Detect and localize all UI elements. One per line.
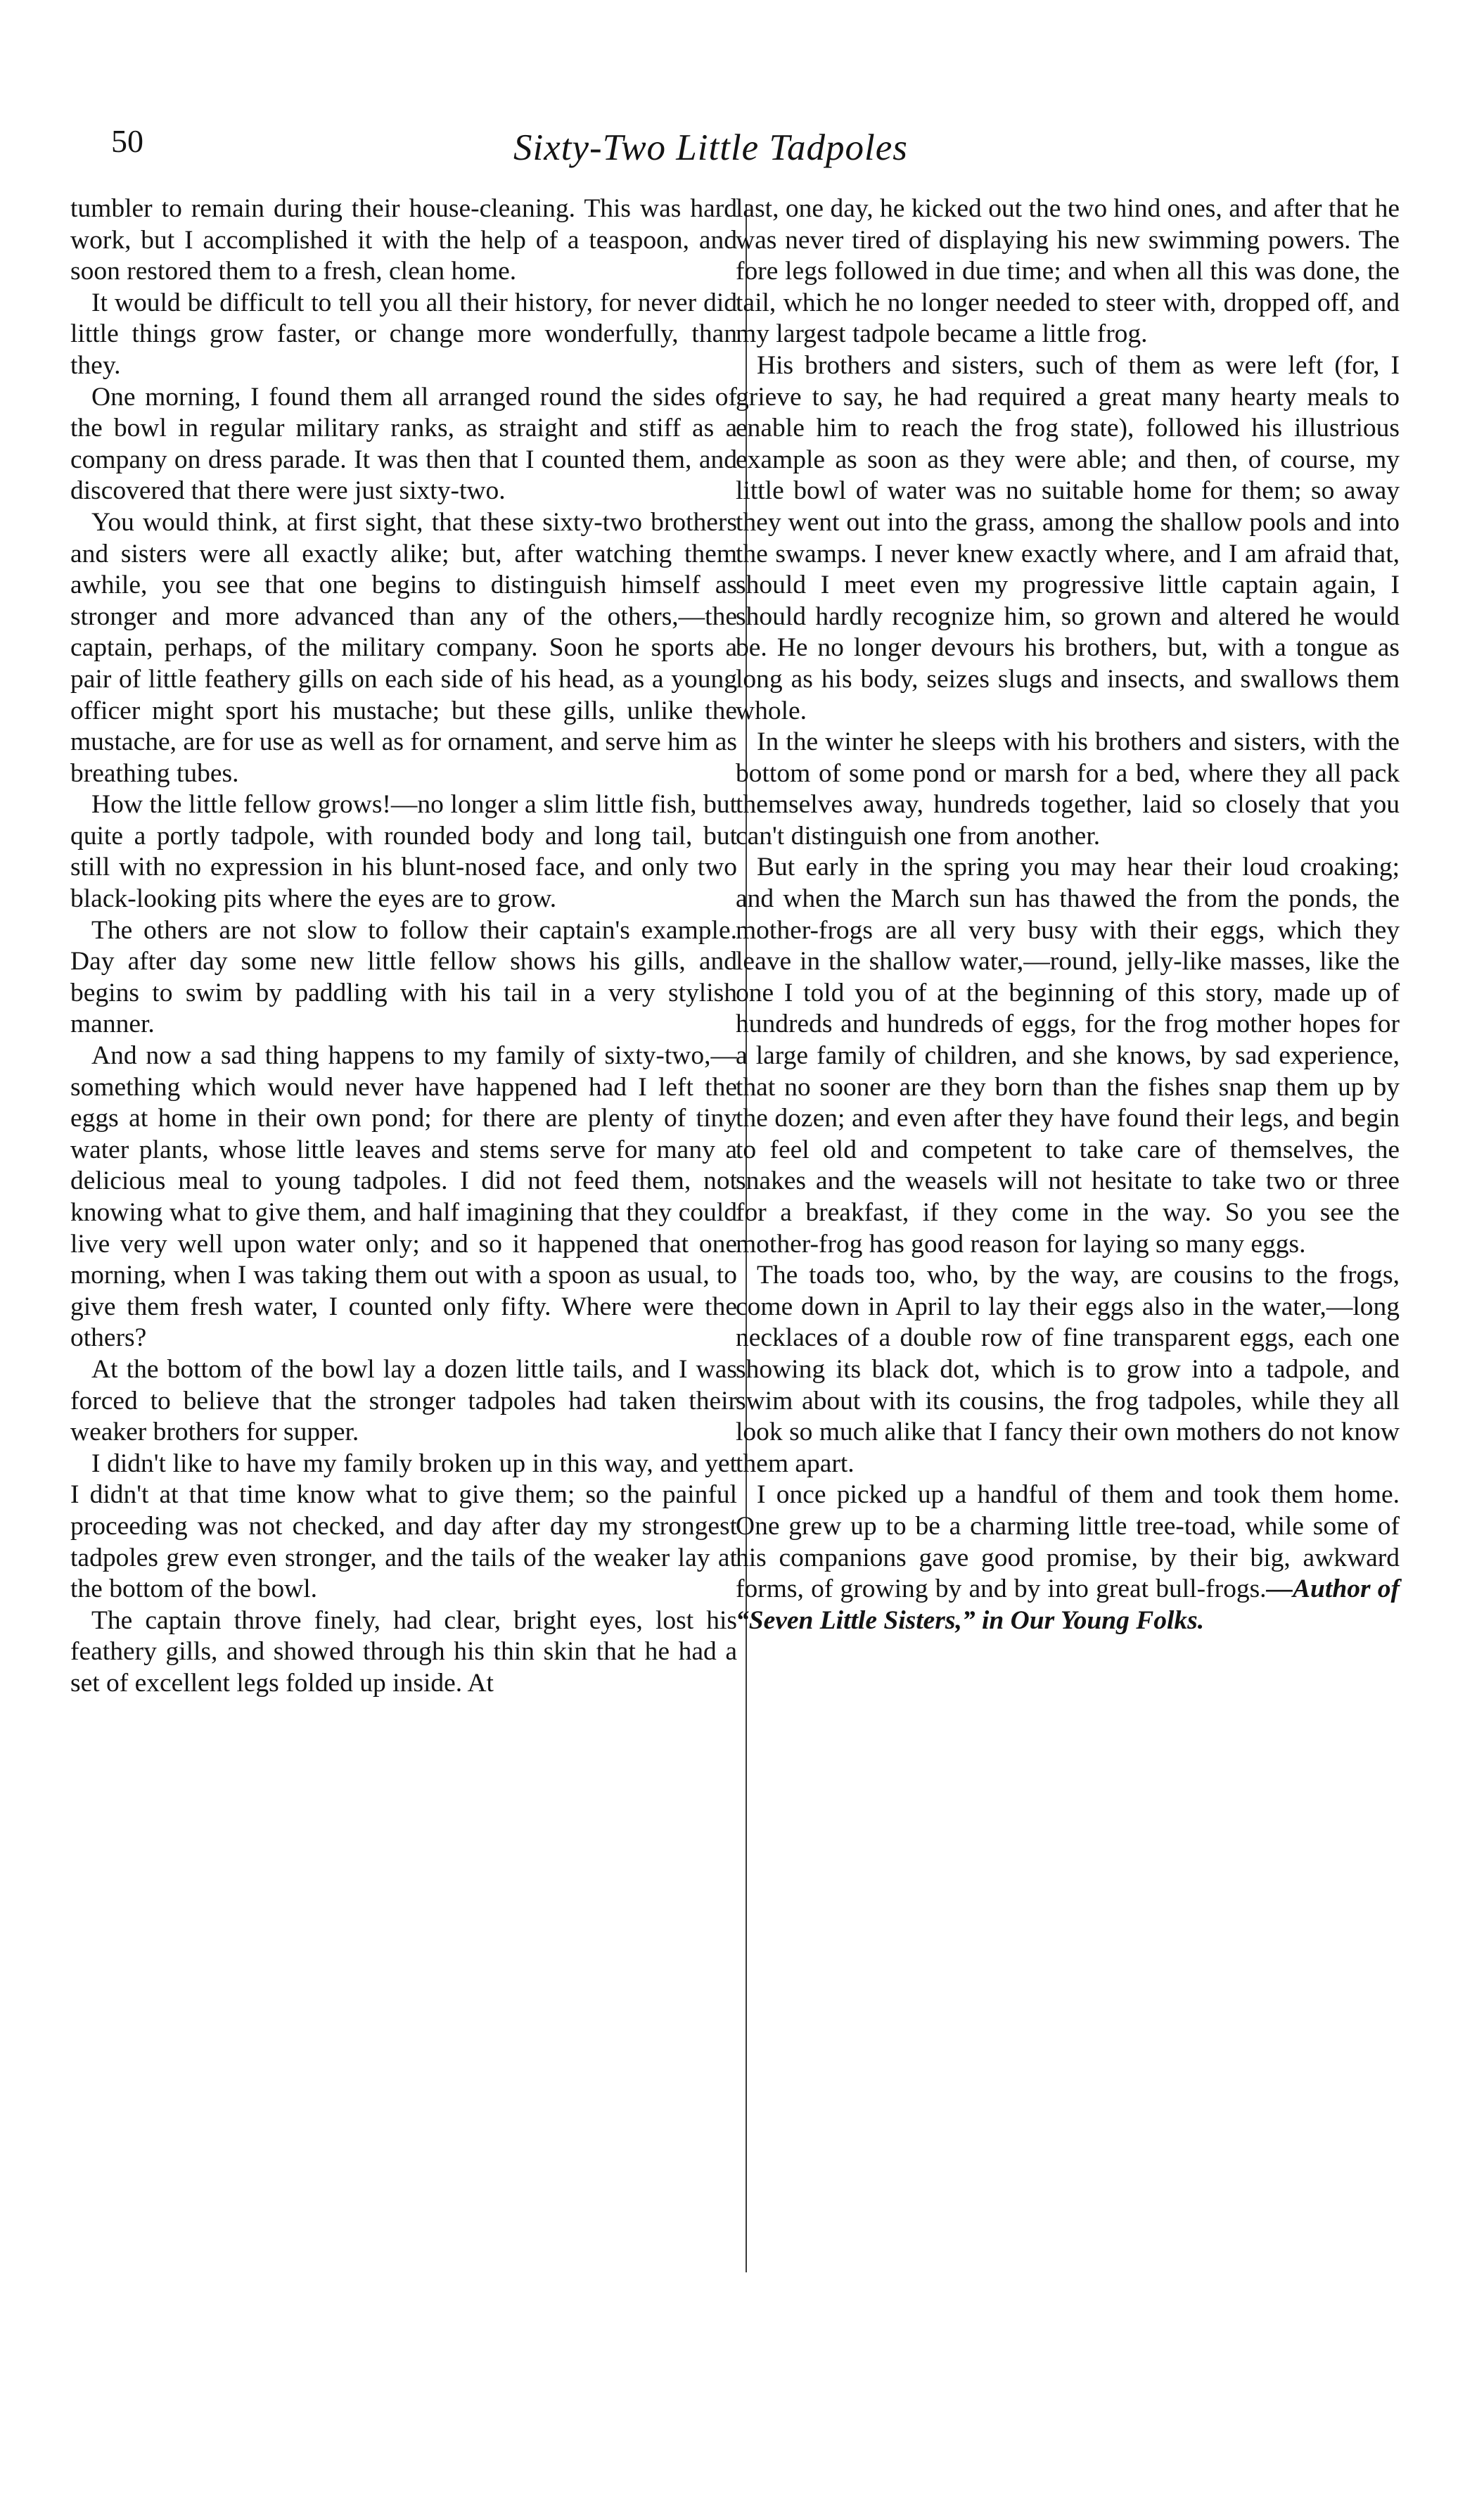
- paragraph: The toads too, who, by the way, are cousins to the frogs, come down in April to lay their eggs also in the water,—long necklaces of a double row of fine transparent eggs, each one showing its black dot, which is to grow into a tadpole, and swim about with its cousins, the frog tadpoles, while they all look so much alike that I fancy their own mothers do not know them apart.: [736, 1261, 1400, 1478]
- paragraph: tumbler to remain during their house-cleaning. This was hard work, but I accomplished it with the help of a teaspoon, and soon restored them to a fresh, clean home.: [70, 194, 737, 286]
- paragraph: The captain throve finely, had clear, bright eyes, lost his feathery gills, and showed through his thin skin that he had a set of excellent legs folded up inside. At: [70, 1605, 737, 1698]
- attribution: —Author of “Seven Little Sisters,” in Our Young Folks.: [736, 1574, 1400, 1635]
- paragraph-text: I once picked up a handful of them and took them home. One grew up to be a charming little tree-toad, while some of his companions gave good promise, by their big, awkward forms, of growing by and by into great bull-frogs.: [736, 1480, 1400, 1604]
- left-column: [70, 193, 737, 1700]
- paragraph: You would think, at first sight, that these sixty-two brothers and sisters were all exactly alike; but, after watching them awhile, you see that one begins to distinguish himself as stronger and more advanced than any of the others,—the captain, perhaps, of the military company. Soon he sports a pair of little feathery gills on each side of his head, as a young officer might sport his mustache; but these gills, unlike the mustache, are for use as well as for ornament, and serve him as breathing tubes.: [70, 507, 737, 788]
- right-column: [736, 193, 1400, 1636]
- paragraph: At the bottom of the bowl lay a dozen little tails, and I was forced to believe that the stronger tadpoles had taken their weaker brothers for supper.: [70, 1354, 737, 1447]
- paragraph: But early in the spring you may hear their loud croaking; and when the March sun has thawed the from the ponds, the mother-frogs are all very busy with their eggs, which they leave in the shallow water,—round, jelly-like masses, like the one I told you of at the beginning of this story, made up of hundreds and hundreds of eggs, for the frog mother hopes for a large family of children, and she knows, by sad experience, that no sooner are they born than the fishes snap them up by the dozen; and even after they have found their legs, and begin to feel old and competent to take care of themselves, the snakes and the weasels will not hesitate to take two or three for a breakfast, if they come in the way. So you see the mother-frog has good reason for laying so many eggs.: [736, 853, 1400, 1259]
- paragraph: How the little fellow grows!—no longer a slim little fish, but quite a portly tadpole, with rounded body and long tail, but still with no expression in his blunt-nosed face, and only two black-looking pits where the eyes are to grow.: [70, 790, 737, 914]
- paragraph: last, one day, he kicked out the two hind ones, and after that he was never tired of displaying his new swimming powers. The fore legs followed in due time; and when all this was done, the tail, which he no longer needed to steer with, dropped off, and my largest tadpole became a little frog.: [736, 194, 1400, 349]
- paragraph: The others are not slow to follow their captain's example. Day after day some new little fellow shows his gills, and begins to swim by paddling with his tail in a very stylish manner.: [70, 915, 737, 1039]
- paragraph: In the winter he sleeps with his brothers and sisters, with the bottom of some pond or marsh for a bed, where they all pack themselves away, hundreds together, laid so closely that you can't distinguish one from another.: [736, 727, 1400, 851]
- paragraph: His brothers and sisters, such of them as were left (for, I grieve to say, he had required a great many hearty meals to enable him to reach the frog state), followed his illustrious example as soon as they were able; and then, of course, my little bowl of water was no suitable home for them; so away they went out into the grass, among the shallow pools and into the swamps. I never knew exactly where, and I am afraid that, should I meet even my progressive little captain again, I should hardly recognize him, so grown and altered he would be. He no longer devours his brothers, but, with a tongue as long as his body, seizes slugs and insects, and swallows them whole.: [736, 350, 1400, 725]
- paragraph: [736, 1479, 1400, 1636]
- page-number: 50: [111, 123, 143, 159]
- paragraph: It would be difficult to tell you all their history, for never did little things grow faster, or change more wonderfully, than they.: [70, 288, 737, 380]
- running-title: Sixty-Two Little Tadpoles: [513, 127, 908, 168]
- paragraph: And now a sad thing happens to my family of sixty-two,—something which would never have happened had I left the eggs at home in their own pond; for there are plenty of tiny water plants, whose little leaves and stems serve for many a delicious meal to young tadpoles. I did not feed them, not knowing what to give them, and half imagining that they could live very well upon water only; and so it happened that one morning, when I was taking them out with a spoon as usual, to give them fresh water, I counted only fifty. Where were the others?: [70, 1041, 737, 1353]
- paragraph: I didn't like to have my family broken up in this way, and yet I didn't at that time know what to give them; so the painful proceeding was not checked, and day after day my strongest tadpoles grew even stronger, and the tails of the weaker lay at the bottom of the bowl.: [70, 1449, 737, 1604]
- paragraph: One morning, I found them all arranged round the sides of the bowl in regular military ranks, as straight and stiff as a company on dress parade. It was then that I counted them, and discovered that there were just sixty-two.: [70, 382, 737, 506]
